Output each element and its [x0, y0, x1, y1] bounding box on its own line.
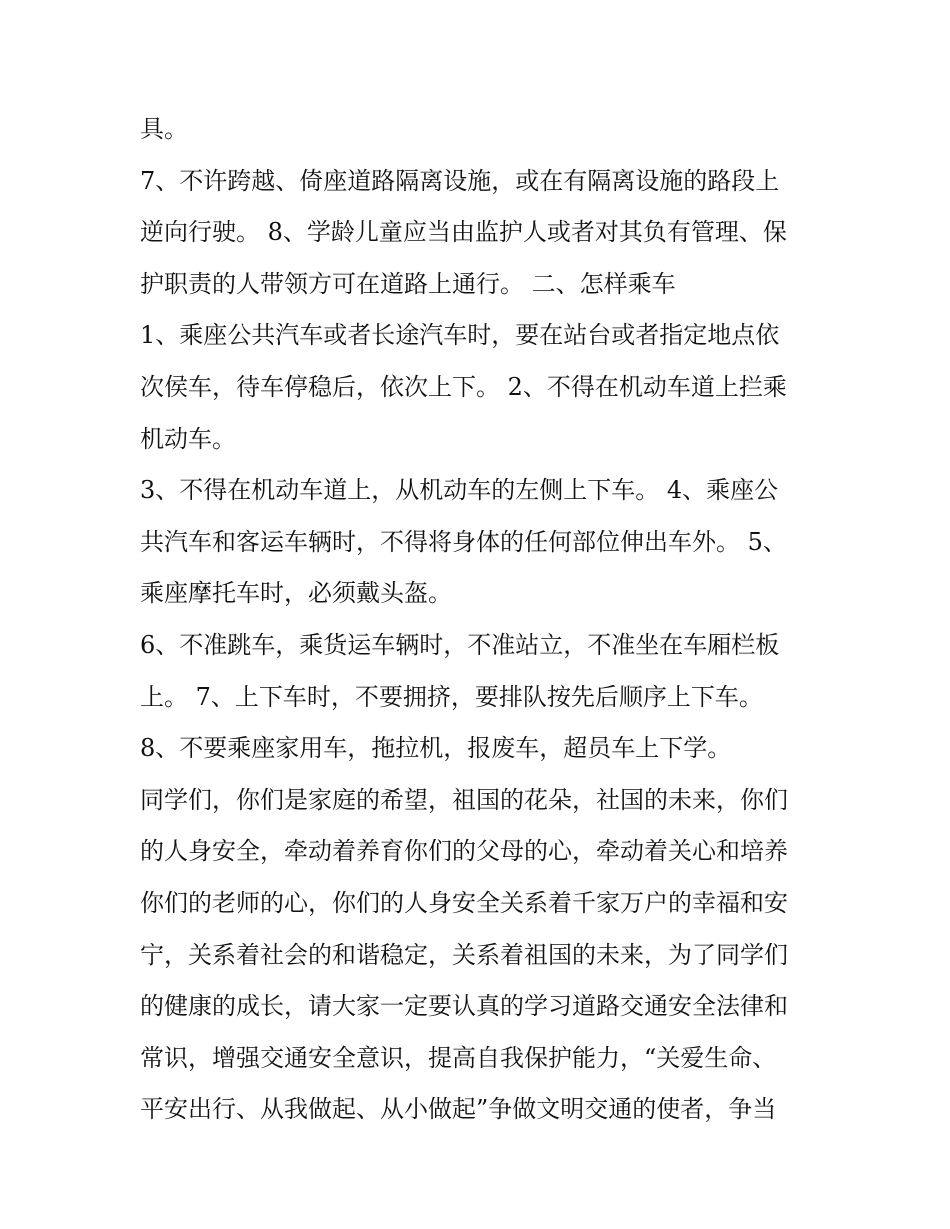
text-line: 具。	[140, 115, 188, 143]
text-line: 护职责的人带领方可在道路上通行。 二、怎样乘车	[140, 269, 676, 298]
text-line: 1、乘座公共汽车或者长途汽车时，要在站台或者指定地点依	[140, 321, 780, 350]
text-line: 逆向行驶。 8、学龄儿童应当由监护人或者对其负有管理、保	[140, 218, 787, 247]
text-line: 常识，增强交通安全意识，提高自我保护能力，“关爱生命、	[140, 1043, 777, 1072]
text-line: 的人身安全，牵动着养育你们的父母的心，牵动着关心和培养	[140, 837, 788, 866]
document-body	[140, 104, 820, 1136]
text-line: 上。 7、上下车时，不要拥挤，要排队按先后顺序上下车。	[140, 682, 763, 711]
text-line: 宁，关系着社会的和谐稳定，关系着祖国的未来，为了同学们	[140, 940, 788, 969]
text-line: 的健康的成长，请大家一定要认真的学习道路交通安全法律和	[140, 992, 788, 1021]
text-line: 机动车。	[140, 424, 236, 453]
text-line: 8、不要乘座家用车，拖拉机，报废车，超员车上下学。	[140, 734, 732, 763]
text-line: 6、不准跳车，乘货运车辆时，不准站立，不准坐在车厢栏板	[140, 630, 780, 659]
text-line: 同学们，你们是家庭的希望，祖国的花朵，社国的未来，你们	[140, 785, 788, 814]
text-line: 7、不许跨越、倚座道路隔离设施，或在有隔离设施的路段上	[140, 166, 780, 195]
text-line: 3、不得在机动车道上，从机动车的左侧上下车。 4、乘座公	[140, 476, 779, 505]
text-line: 次侯车，待车停稳后，依次上下。 2、不得在机动车道上拦乘	[140, 372, 787, 401]
text-line: 共汽车和客运车辆时，不得将身体的任何部位伸出车外。 5、	[140, 527, 787, 556]
text-line: 你们的老师的心，你们的人身安全关系着千家万户的幸福和安	[140, 888, 788, 917]
text-line: 平安出行、从我做起、从小做起”争做文明交通的使者，争当	[140, 1095, 777, 1124]
text-line: 乘座摩托车时，必须戴头盔。	[140, 579, 452, 608]
